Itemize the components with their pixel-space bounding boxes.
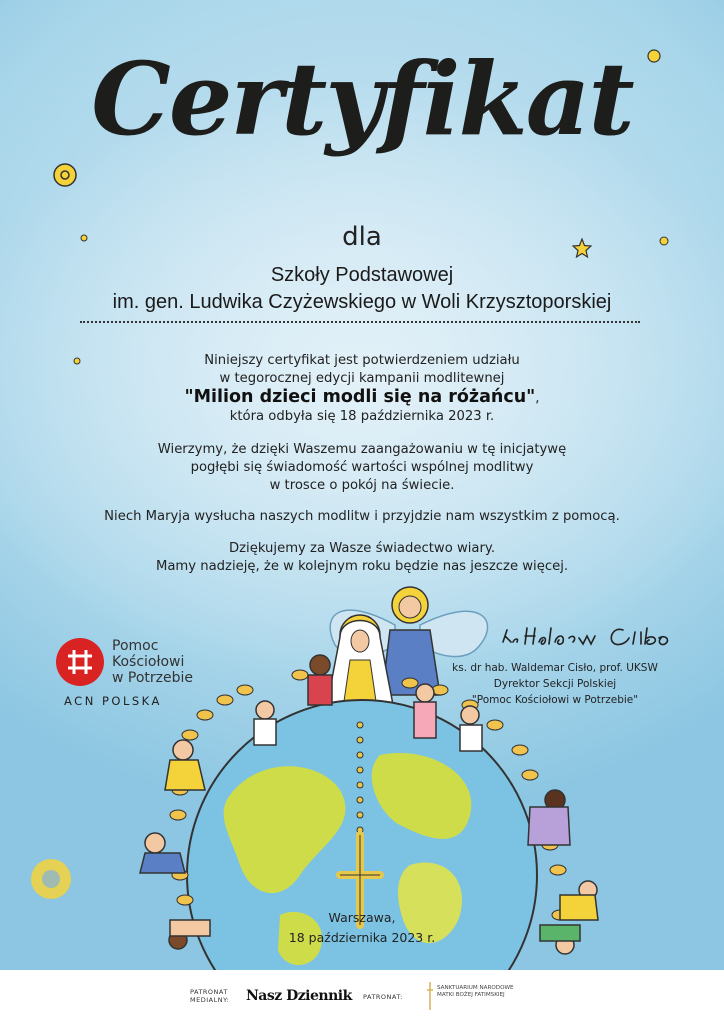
campaign-name: "Milion dzieci modli się na różańcu" — [184, 387, 536, 407]
paragraph-line: Mamy nadzieję, że w kolejnym roku będzie nas jeszcze więcej. — [155, 559, 569, 574]
acn-polska-logo — [56, 636, 226, 716]
logo-subtitle: ACN POLSKA — [64, 694, 162, 708]
dotted-divider — [80, 321, 640, 323]
signer-org: "Pomoc Kościołowi w Potrzebie" — [471, 694, 639, 706]
for-word: dla — [342, 222, 382, 252]
paragraph-line: Wierzymy, że dzięki Waszemu zaangażowaniu w tę inicjatywę — [157, 442, 567, 457]
paragraph-belief — [0, 441, 724, 495]
signer-role: Dyrektor Sekcji Polskiej — [493, 678, 617, 690]
star-icon — [52, 162, 78, 188]
recipient-line-2: im. gen. Ludwika Czyżewskiego w Woli Krzysztoporskiej — [112, 291, 612, 313]
paragraph-line: w tegorocznej edycji kampanii modlitewnej — [219, 371, 505, 386]
paragraph-thanks — [0, 540, 724, 576]
media-patron-name: Nasz Dziennik — [246, 988, 352, 1004]
paragraph-prayer: Niech Maryja wysłucha naszych modlitw i przyjdzie nam wszystkim z pomocą. — [104, 509, 620, 524]
paragraph-line: która odbyła się 18 października 2023 r. — [229, 409, 495, 424]
sanctuary-icon — [425, 980, 435, 1012]
recipient-line-1: Szkoły Podstawowej — [270, 264, 454, 286]
place-date: 18 października 2023 r. — [288, 930, 436, 945]
footer-patrons — [0, 970, 724, 1024]
paragraph-line: pogłębi się świadomość wartości wspólnej modlitwy — [190, 460, 534, 475]
signer-block — [420, 660, 690, 708]
paragraph-line: Dziękujemy za Wasze świadectwo wiary. — [228, 541, 496, 556]
logo-name: Pomoc Kościołowi w Potrzebie — [112, 638, 194, 686]
paragraph-participation: Niniejszy certyfikat jest potwierdzeniem udziału w tegorocznej edycji kampanii modlitewnej "Milion dzieci modli się na różańcu", która odbyła się 18 października 2023 r. — [0, 352, 724, 426]
patron-label: PATRONAT: — [363, 993, 403, 1001]
paragraph-line: Niniejszy certyfikat jest potwierdzeniem udziału — [204, 353, 520, 368]
media-patron-label: PATRONAT MEDIALNY: — [190, 988, 230, 1004]
signer-name: ks. dr hab. Waldemar Cisło, prof. UKSW — [452, 662, 658, 674]
place-city: Warszawa, — [328, 910, 396, 925]
paragraph-line: w trosce o pokój na świecie. — [269, 478, 455, 493]
acn-cross-icon — [56, 638, 104, 686]
handwritten-signature — [495, 620, 695, 654]
certificate-title: Certyfikat — [91, 40, 633, 158]
patron-name: SANKTUARIUM NARODOWE MATKI BOŻEJ FATIMSKIEJ — [437, 985, 514, 998]
